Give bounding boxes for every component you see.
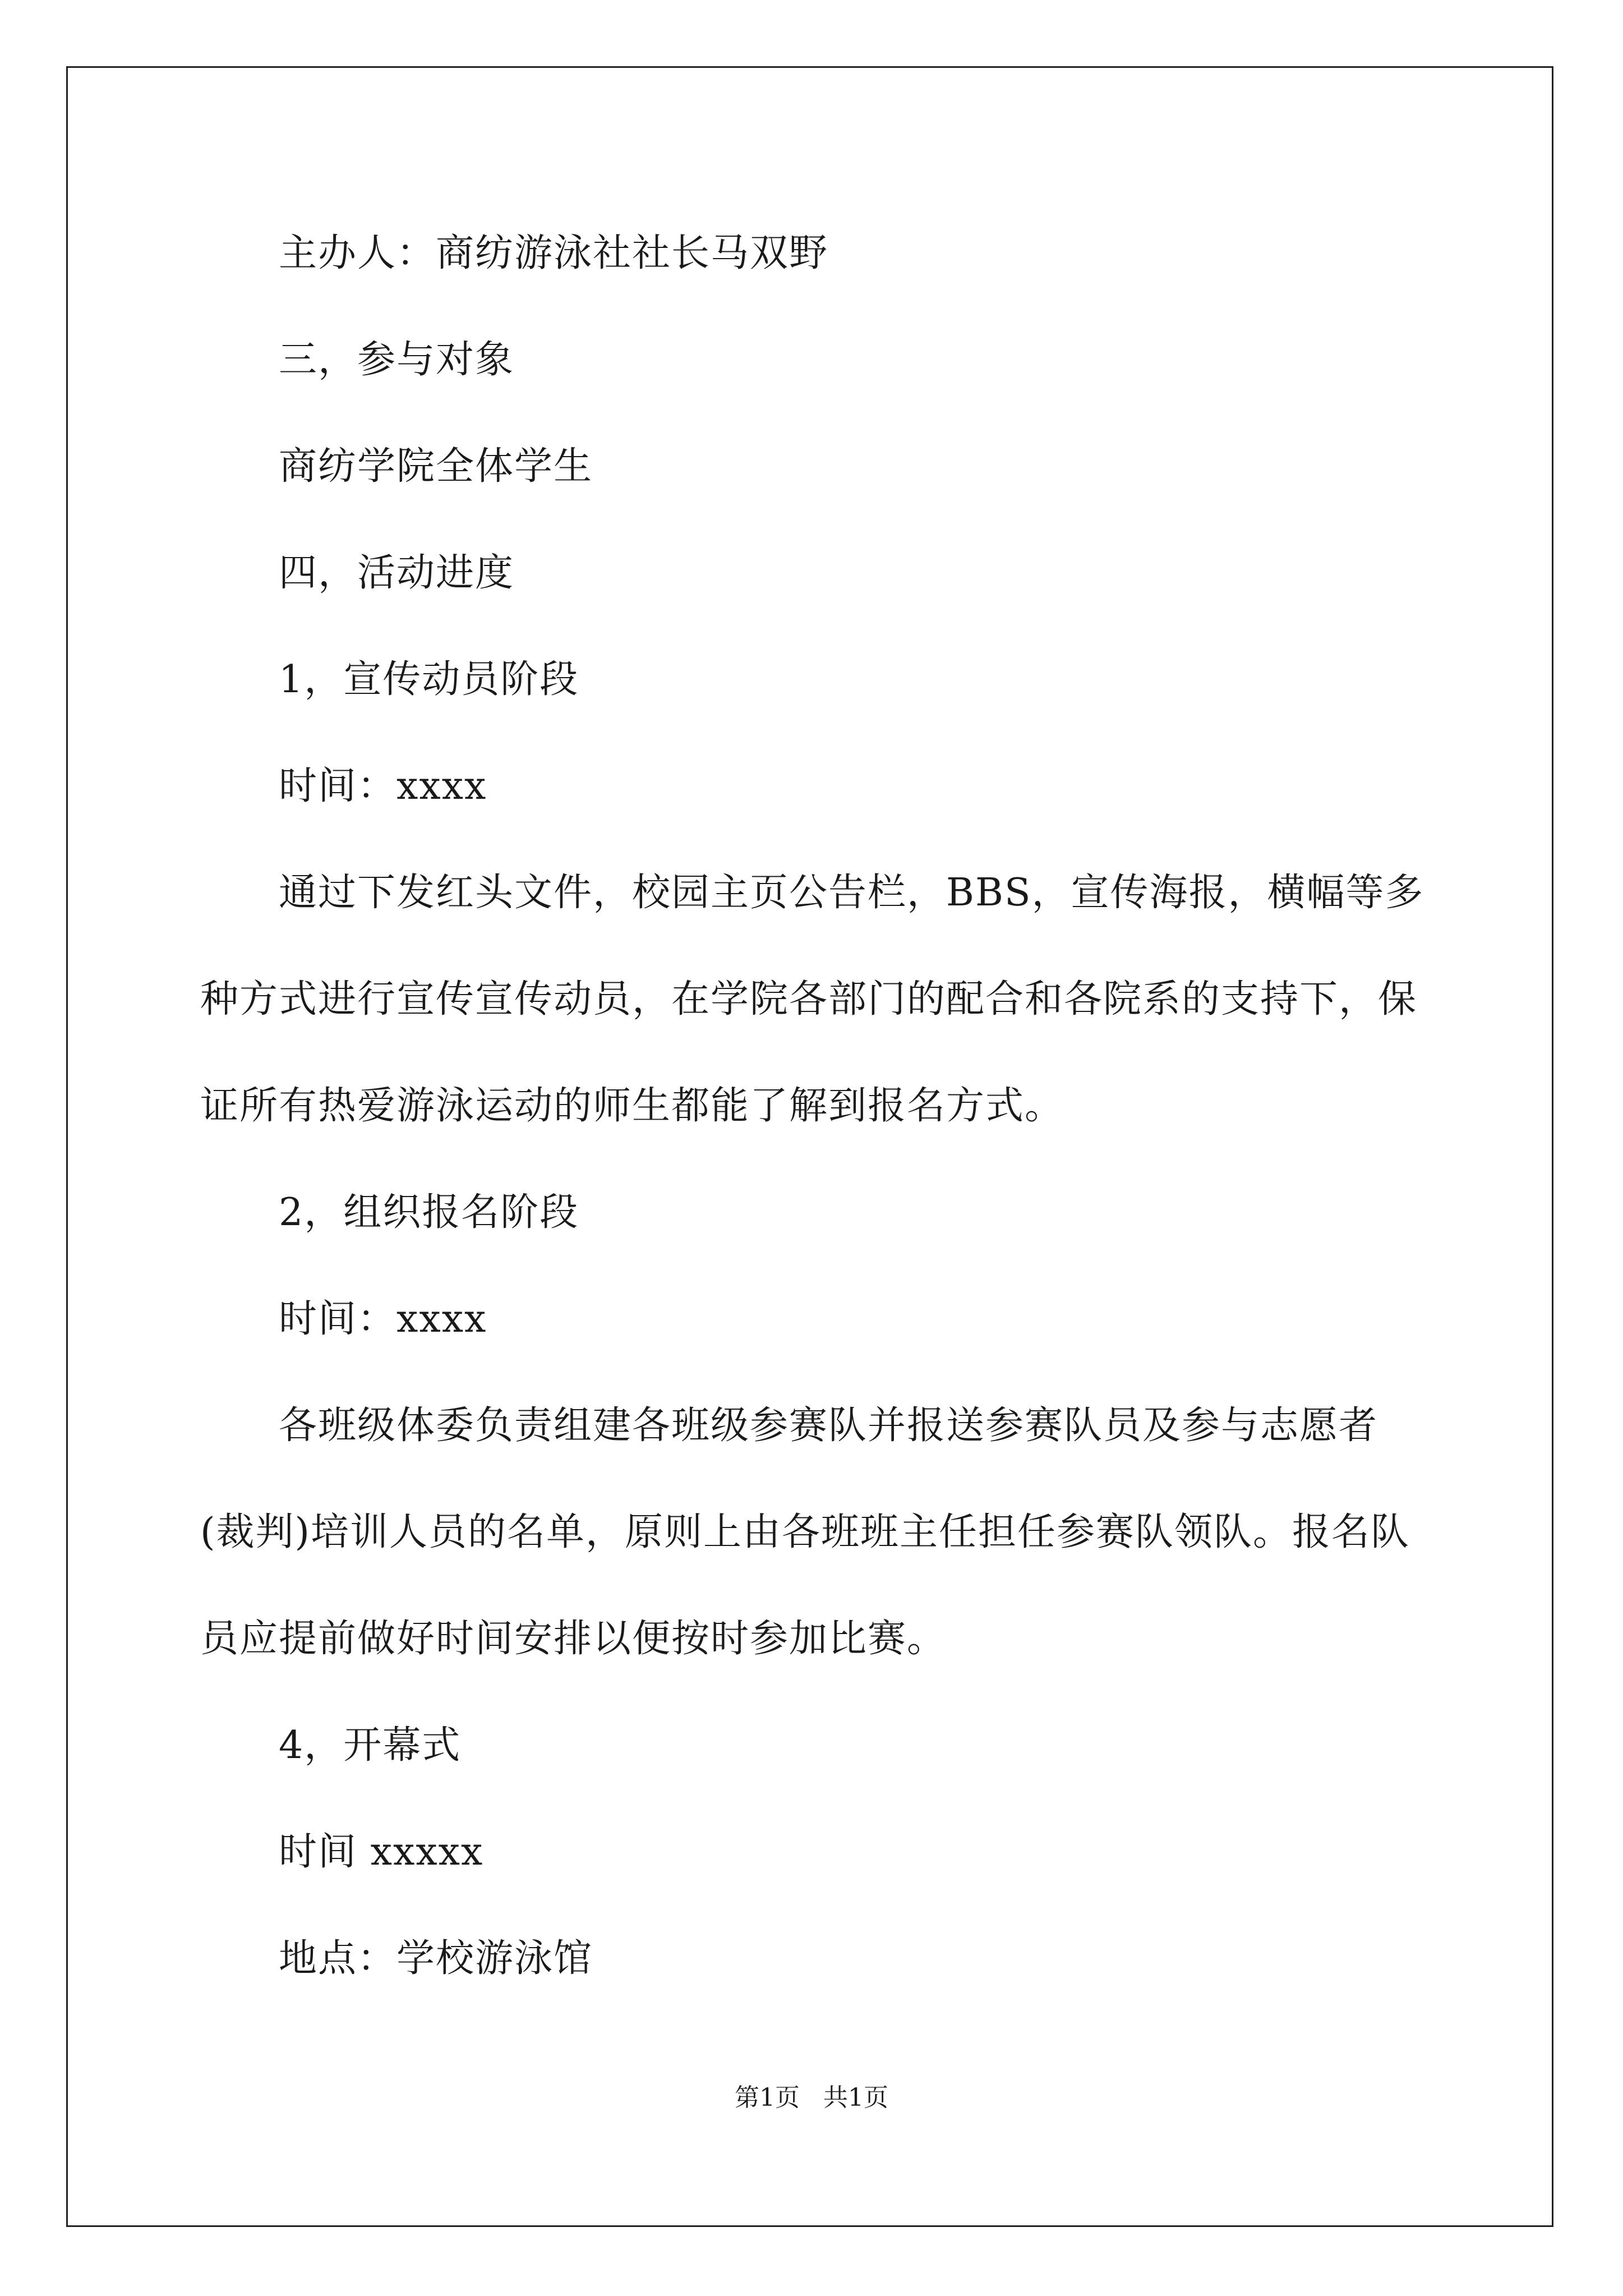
stage-heading-opening: 4，开幕式 [279, 1723, 462, 1768]
stage-heading-publicity: 1，宣传动员阶段 [279, 657, 579, 702]
opening-location: 地点：学校游泳馆 [279, 1936, 593, 1981]
section-heading-schedule: 四，活动进度 [279, 551, 515, 595]
page-footer [0, 2081, 1623, 2115]
publicity-description: 通过下发红头文件，校园主页公告栏，BBS，宣传海报，横幅等多种方式进行宣传宣传动员，在学院各部门的配合和各院系的支持下，保证所有热爱游泳运动的师生都能了解到报名方式。 [200, 871, 1424, 1128]
opening-time: 时间 xxxxx [279, 1830, 484, 1874]
participants-text: 商纺学院全体学生 [279, 444, 593, 489]
page-number: 第1页 [735, 2083, 800, 2112]
organizer-line: 主办人：商纺游泳社社长马双野 [279, 231, 829, 275]
registration-description: 各班级体委负责组建各班级参赛队并报送参赛队员及参与志愿者(裁判)培训人员的名单，原则上由各班班主任担任参赛队领队。报名队员应提前做好时间安排以便按时参加比赛。 [200, 1404, 1410, 1661]
stage-heading-registration: 2，组织报名阶段 [279, 1190, 579, 1235]
page-total: 共1页 [823, 2083, 888, 2112]
registration-time: 时间：xxxx [279, 1297, 487, 1341]
publicity-time: 时间：xxxx [279, 764, 487, 808]
document-body [200, 227, 1426, 2039]
section-heading-participants: 三，参与对象 [279, 338, 515, 382]
